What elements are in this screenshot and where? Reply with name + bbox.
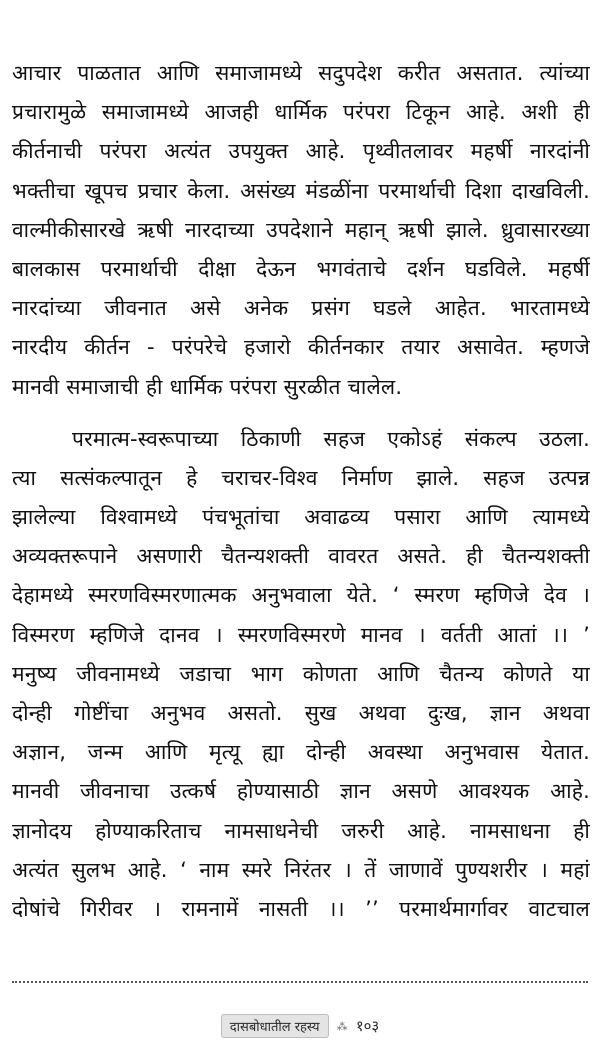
text-line: मानवी समाजाची ही धार्मिक परंपरा सुरळीत चालेल. [12,374,403,399]
page-footer [0,1014,600,1048]
text-line: त्या सत्संकल्पातून हे चराचर-विश्व निर्माण झाले. सहज उत्पन्न [12,465,590,490]
text-line: मानवी जीवनाचा उत्कर्ष होण्यासाठी ज्ञान असणे आवश्यक आहे. [12,779,590,804]
footer-book-title: दासबोधातील रहस्य [221,1014,329,1038]
text-line: प्रचारामुळे समाजामध्ये आजही धार्मिक परंपरा टिकून आहे. अशी ही [12,100,590,125]
text-line: आचार पाळतात आणि समाजामध्ये सदुपदेश करीत असतात. त्यांच्या [12,61,590,85]
text-line: कीर्तनाची परंपरा अत्यंत उपयुक्त आहे. पृथ्वीतलावर महर्षी नारदांनी [12,139,590,164]
text-line: विस्मरण म्हणिजे दानव । स्मरणविस्मरणे मानव । वर्तती आतां ।। ’ [12,622,590,647]
body-text [12,54,590,929]
text-line: अत्यंत सुलभ आहे. ‘ नाम स्मरे निरंतर । तें जाणावें पुण्यशरीर । महां [12,857,590,882]
text-line: बालकास परमार्थाची दीक्षा देऊन भगवंताचे दर्शन घडविले. महर्षी [12,256,590,281]
text-line: परमात्म-स्वरूपाच्या ठिकाणी सहज एकोऽहं संकल्प उठला. [72,426,590,451]
text-line: ज्ञानोदय होण्याकरिताच नामसाधनेची जरुरी आहे. नामसाधना ही [12,818,590,843]
text-line: नारदांच्या जीवनात असे अनेक प्रसंग घडले आहेत. भारतामध्ये [12,296,590,321]
text-line: वाल्मीकीसारखे ऋषी नारदाच्या उपदेशाने महान् ऋषी झाले. ध्रुवासारख्या [12,217,590,242]
text-line: अव्यक्तरूपाने असणारी चैतन्यशक्ती वावरत असते. ही चैतन्यशक्ती [12,544,590,569]
text-line: देहामध्ये स्मरणविस्मरणात्मक अनुभवाला येते. ‘ स्मरण म्हणिजे देव । [12,583,590,608]
text-line: मनुष्य जीवनामध्ये जडाचा भाग कोणता आणि चैतन्य कोणते या [12,661,590,686]
text-line: झालेल्या विश्वामध्ये पंचभूतांचा अवाढव्य पसारा आणि त्यामध्ये [12,505,590,530]
footer-ornament-icon: ⁂ [336,1019,348,1033]
text-line: भक्तीचा खूपच प्रचार केला. असंख्य मंडळींना परमार्थाची दिशा दाखविली. [12,178,590,203]
page-number: १०३ [355,1017,380,1035]
text-line: अज्ञान, जन्म आणि मृत्यू ह्या दोन्ही अवस्था अनुभवास येतात. [12,740,590,765]
paragraph-2 [12,420,590,929]
text-line: दोन्ही गोष्टींचा अनुभव असतो. सुख अथवा दुःख, ज्ञान अथवा [12,701,590,725]
text-line: दोषांचे गिरीवर । रामनामें नासती ।। ’’ परमार्थमार्गावर वाटचाल [12,896,590,921]
paragraph-1 [12,54,590,407]
text-line: नारदीय कीर्तन - परंपरेचे हजारो कीर्तनकार तयार असावेत. म्हणजे [12,335,590,360]
paragraph-gap [12,407,590,420]
footer-divider [12,981,588,983]
